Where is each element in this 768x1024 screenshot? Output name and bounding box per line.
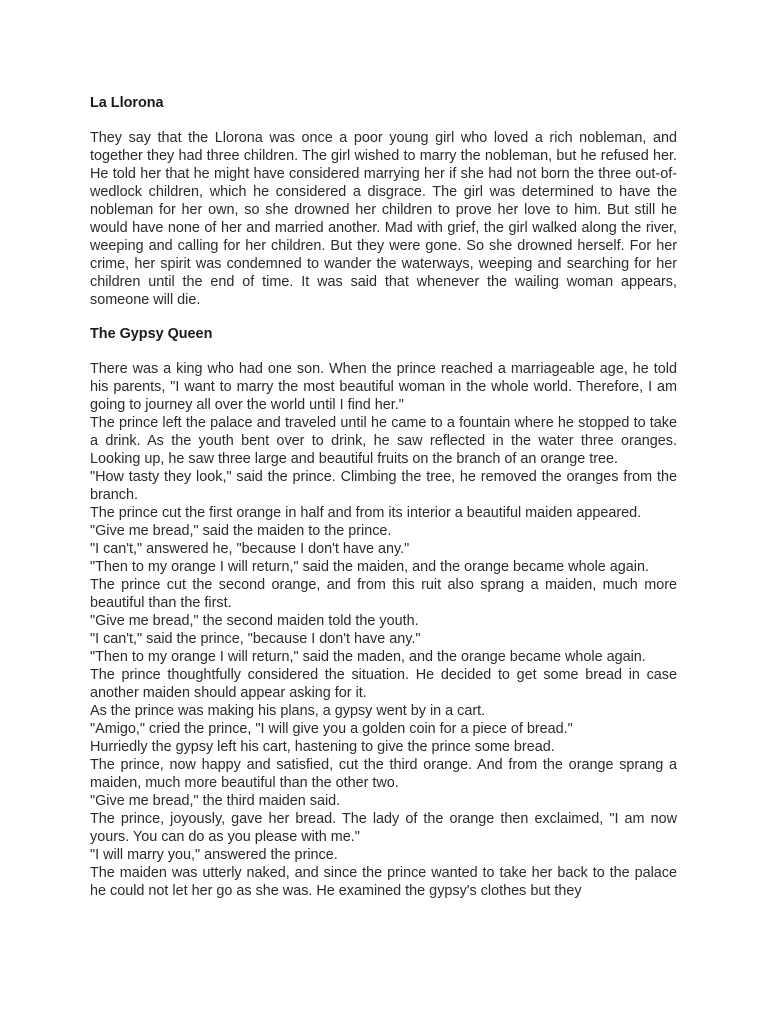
- la-llorona-paragraph: They say that the Llorona was once a poor young girl who loved a rich nobleman, and together they had three children. The girl wished to marry the nobleman, but he refused her. He told her that he might have considered marrying her if she had not born the three out-of-wedlock children, which he considered a disgrace. The girl was determined to have the nobleman for her own, so she drowned her children to prove her love to him. But still he would have none of her and married another. Mad with grief, the girl walked along the river, weeping and calling for her children. But they were gone. So she drowned herself. For her crime, her spirit was condemned to wander the waterways, weeping and searching for her children until the end of time. It was said that whenever the wailing woman appears, someone will die.: [90, 130, 677, 308]
- story-paragraph: The prince cut the first orange in half and from its interior a beautiful maiden appeared.: [90, 505, 642, 521]
- story-paragraph: Hurriedly the gypsy left his cart, hastening to give the prince some bread.: [90, 739, 555, 755]
- story-paragraph: "Give me bread," the second maiden told the youth.: [90, 613, 419, 629]
- story-paragraph: "Amigo," cried the prince, "I will give you a golden coin for a piece of bread.": [90, 721, 573, 737]
- document-page: [90, 94, 677, 900]
- story-paragraph: "Then to my orange I will return," said the maiden, and the orange became whole again.: [90, 559, 649, 575]
- story-paragraph: "I can't," answered he, "because I don't have any.": [90, 541, 410, 557]
- story-paragraph: "I will marry you," answered the prince.: [90, 847, 338, 863]
- story-paragraph: The prince, now happy and satisfied, cut the third orange. And from the orange sprang a maiden, much more beautiful than the other two.: [90, 757, 677, 791]
- story-paragraph: The prince thoughtfully considered the situation. He decided to get some bread in case another maiden should appear asking for it.: [90, 667, 677, 701]
- story-paragraph: There was a king who had one son. When the prince reached a marriageable age, he told his parents, "I want to marry the most beautiful woman in the whole world. Therefore, I am going to journey all over the world until I find her.": [90, 361, 677, 413]
- story-paragraph: "How tasty they look," said the prince. Climbing the tree, he removed the oranges from the branch.: [90, 469, 677, 503]
- story-paragraph: The prince, joyously, gave her bread. The lady of the orange then exclaimed, "I am now yours. You can do as you please with me.": [90, 811, 677, 845]
- story-paragraph: The maiden was utterly naked, and since the prince wanted to take her back to the palace he could not let her go as she was. He examined the gypsy's clothes but they: [90, 865, 677, 899]
- story-paragraph: "Give me bread," the third maiden said.: [90, 793, 341, 809]
- section-title-la-llorona: La Llorona: [90, 95, 164, 111]
- story-paragraph: The prince left the palace and traveled until he came to a fountain where he stopped to take a drink. As the youth bent over to drink, he saw reflected in the water three oranges. Looking up, he saw three large and beautiful fruits on the branch of an orange tree.: [90, 415, 677, 467]
- story-paragraph: "Give me bread," said the maiden to the prince.: [90, 523, 392, 539]
- story-paragraph: "Then to my orange I will return," said the maden, and the orange became whole again.: [90, 649, 646, 665]
- story-paragraph: "I can't," said the prince, "because I don't have any.": [90, 631, 421, 647]
- story-paragraph: As the prince was making his plans, a gypsy went by in a cart.: [90, 703, 486, 719]
- gypsy-queen-body: [90, 360, 677, 900]
- section-title-gypsy-queen: The Gypsy Queen: [90, 326, 213, 342]
- story-paragraph: The prince cut the second orange, and from this ruit also sprang a maiden, much more beautiful than the first.: [90, 577, 677, 611]
